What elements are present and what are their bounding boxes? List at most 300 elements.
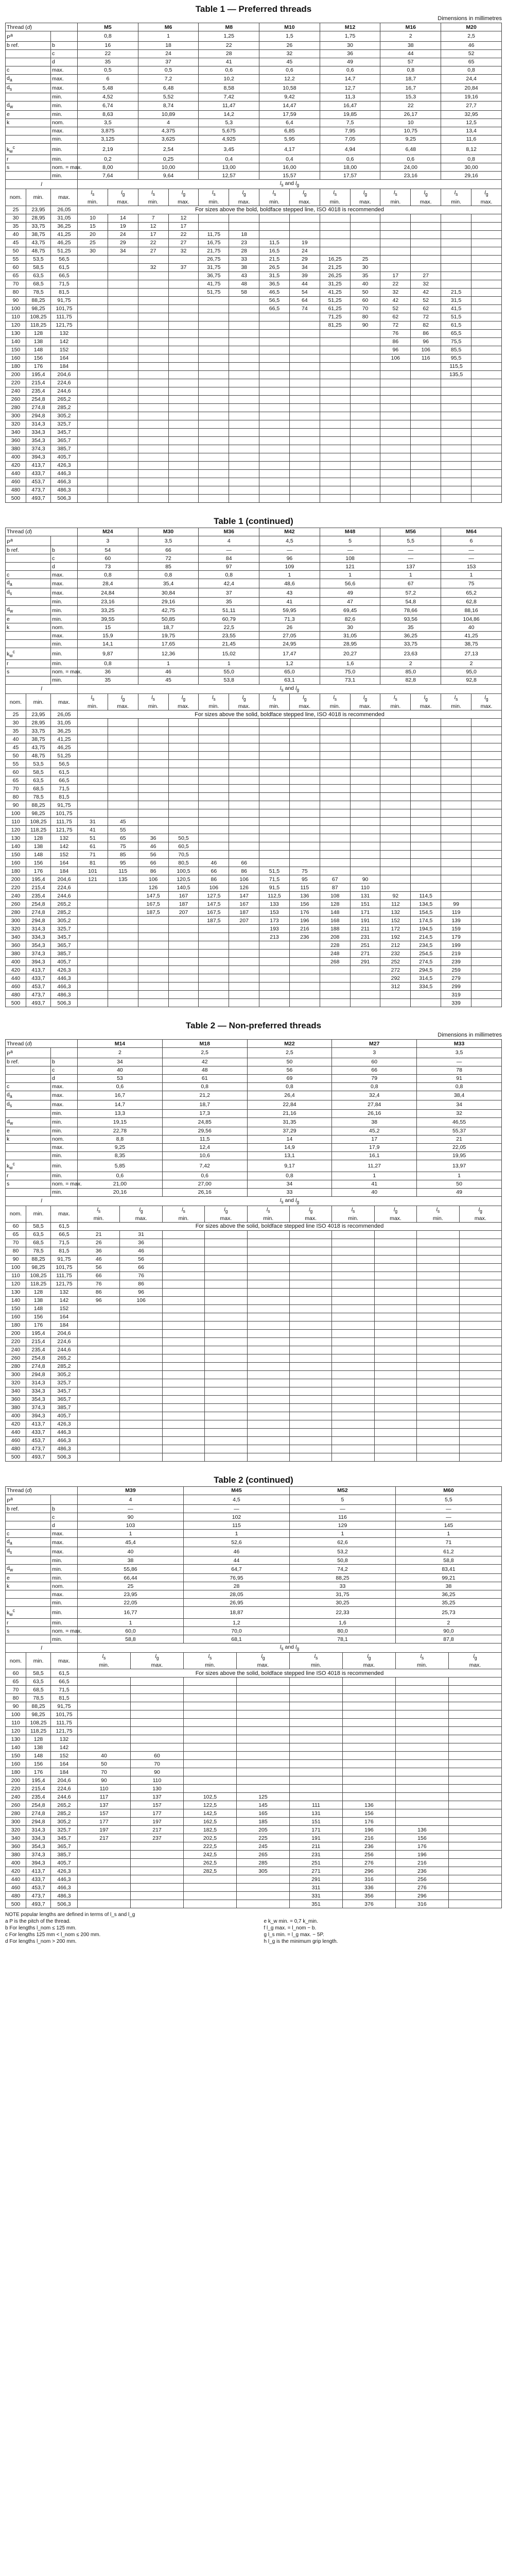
property-value: 54,8 (380, 598, 441, 606)
length-value: 53,5 (26, 255, 51, 263)
grip-length-value (162, 1280, 204, 1288)
grip-length-value (168, 255, 199, 263)
property-row (6, 1066, 502, 1074)
grip-length-value: 33 (229, 255, 259, 263)
grip-length-value (259, 222, 290, 230)
length-value: 345,7 (51, 933, 78, 941)
grip-length-value: 112,5 (259, 892, 290, 900)
length-value: 240 (6, 892, 26, 900)
grip-length-value (289, 486, 320, 494)
grip-length-value: 36 (138, 834, 168, 842)
grip-length-value (120, 1420, 162, 1428)
grip-length-value (471, 966, 502, 974)
property-value: 7,64 (78, 172, 138, 180)
length-value: 176 (26, 1768, 51, 1776)
property-symbol: $d_a$ (6, 74, 51, 83)
property-qualifier: max. (51, 74, 78, 83)
length-value: 294,8 (26, 917, 51, 925)
length-value: 98,25 (26, 1710, 51, 1719)
grip-length-value (289, 966, 320, 974)
property-row (6, 93, 502, 101)
grip-length-value (342, 1710, 395, 1719)
length-row (6, 1793, 502, 1801)
thread-size: M42 (259, 528, 320, 536)
property-qualifier: c (51, 1513, 78, 1521)
grip-length-value (441, 776, 471, 785)
grip-length-value (289, 941, 320, 950)
grip-length-value (108, 478, 138, 486)
length-value: 280 (6, 908, 26, 917)
grip-length-value (350, 370, 380, 379)
grip-length-value (184, 1768, 237, 1776)
grip-length-value (448, 1702, 501, 1710)
property-qualifier: nom. (51, 1582, 78, 1590)
grip-length-value (320, 486, 350, 494)
grip-length-value (120, 1395, 162, 1403)
ls-min-header: $l_s$ min. (199, 189, 229, 206)
property-value: 26 (259, 623, 320, 632)
grip-length-value (448, 1842, 501, 1851)
length-value: 132 (51, 1735, 78, 1743)
thread-label: Thread (d) (6, 528, 78, 536)
length-row (6, 379, 502, 387)
grip-length-value: 80 (350, 313, 380, 321)
grip-length-value (332, 1288, 374, 1296)
grip-length-value (448, 1884, 501, 1892)
grip-length-value (138, 304, 168, 313)
grip-length-value (229, 982, 259, 991)
grip-length-value (78, 255, 108, 263)
grip-length-value (320, 974, 350, 982)
grip-length-value (320, 760, 350, 768)
property-value: 82,6 (320, 615, 380, 623)
thread-header-row (6, 23, 502, 31)
grip-length-value (120, 1337, 162, 1346)
property-value: 75 (441, 579, 502, 588)
grip-length-value (289, 859, 320, 867)
grip-length-value: 265 (236, 1851, 289, 1859)
property-value: 0,6 (320, 66, 380, 74)
grip-length-value: 167,5 (138, 900, 168, 908)
grip-length-value: 36,5 (259, 280, 290, 288)
grip-length-value: 51,5 (441, 313, 471, 321)
grip-length-value (289, 1686, 342, 1694)
grip-length-value (471, 743, 502, 752)
length-row (6, 1247, 502, 1255)
grip-length-value: 212 (380, 941, 411, 950)
property-qualifier: min. (51, 155, 78, 163)
property-value: — (380, 554, 441, 563)
length-value: 385,7 (51, 1851, 78, 1859)
grip-length-value (162, 1239, 204, 1247)
grip-length-value: 147,5 (199, 900, 229, 908)
grip-length-value (131, 1686, 184, 1694)
length-value: 70 (6, 1686, 26, 1694)
grip-length-value: 92 (380, 892, 411, 900)
grip-length-value (374, 1313, 416, 1321)
grip-length-value: 151 (289, 1818, 342, 1826)
grip-length-value (199, 445, 229, 453)
lg-max-header: $l_g$ max. (350, 694, 380, 710)
grip-length-value (229, 727, 259, 735)
grip-length-value (395, 1694, 448, 1702)
property-value: 3,45 (199, 143, 259, 155)
nom-header: nom. (6, 1206, 26, 1222)
grip-length-value (471, 884, 502, 892)
property-row (6, 1582, 502, 1590)
grip-length-value: 32 (411, 280, 441, 288)
property-row (6, 172, 502, 180)
length-row (6, 1436, 502, 1445)
length-row (6, 1272, 502, 1280)
grip-length-value: 197 (131, 1818, 184, 1826)
grip-length-value (184, 1785, 237, 1793)
grip-length-value (417, 1255, 459, 1263)
grip-length-value (168, 354, 199, 362)
length-value: 224,6 (51, 1337, 78, 1346)
property-value: 0,8 (380, 66, 441, 74)
grip-length-value (205, 1263, 247, 1272)
grip-length-value (459, 1420, 501, 1428)
length-value: 164 (51, 1760, 78, 1768)
grip-length-value (236, 1677, 289, 1686)
grip-length-value: 259 (441, 966, 471, 974)
grip-length-value (459, 1230, 501, 1239)
property-value: 4,925 (199, 135, 259, 143)
property-qualifier: d (51, 1521, 78, 1530)
property-symbol: k (6, 118, 51, 127)
grip-length-value (236, 1743, 289, 1752)
grip-length-value (395, 1768, 448, 1776)
property-value: 16,1 (332, 1151, 417, 1160)
grip-length-value (138, 288, 168, 296)
lg-max-header: $l_g$ max. (448, 1653, 501, 1669)
grip-length-value: 30 (78, 247, 108, 255)
grip-length-value: 145 (236, 1801, 289, 1809)
lg-max-header: $l_g$ max. (168, 189, 199, 206)
grip-length-value (184, 1875, 237, 1884)
grip-length-value (342, 1727, 395, 1735)
length-value: 235,4 (26, 387, 51, 395)
property-qualifier: nom. = max. (51, 1627, 78, 1635)
length-row (6, 884, 502, 892)
property-symbol: c (6, 1530, 51, 1538)
length-value: 88,25 (26, 1255, 51, 1263)
grip-length-value: 31,25 (320, 280, 350, 288)
property-row (6, 1135, 502, 1143)
grip-length-value (395, 1809, 448, 1818)
length-row (6, 1428, 502, 1436)
lg-max-header: $l_g$ max. (411, 189, 441, 206)
length-value: 58,5 (26, 263, 51, 272)
grip-length-value: 339 (441, 999, 471, 1007)
grip-length-value (168, 387, 199, 395)
grip-length-value (289, 727, 320, 735)
length-value: 446,3 (51, 469, 78, 478)
grip-length-value (350, 486, 380, 494)
grip-length-value (229, 941, 259, 950)
grip-length-value (138, 395, 168, 403)
grip-length-value (120, 1379, 162, 1387)
grip-length-value (78, 752, 108, 760)
property-value: 2 (380, 31, 441, 42)
property-value: 5,3 (199, 118, 259, 127)
length-row (6, 727, 502, 735)
lg-max-header: $l_g$ max. (471, 189, 502, 206)
grip-length-value (332, 1436, 374, 1445)
grip-length-value: 71,5 (259, 875, 290, 884)
grip-length-value (78, 727, 108, 735)
grip-length-value: 66 (78, 1272, 120, 1280)
grip-length-value (247, 1272, 289, 1280)
grip-length-value (448, 1719, 501, 1727)
length-value: 200 (6, 1329, 26, 1337)
grip-length-value (417, 1436, 459, 1445)
grip-length-value: 56 (78, 1263, 120, 1272)
grip-length-value: 39 (289, 272, 320, 280)
grip-length-value (131, 1710, 184, 1719)
property-value: 97 (199, 563, 259, 571)
grip-length-value (417, 1230, 459, 1239)
lg-max-header: $l_g$ max. (289, 1206, 331, 1222)
grip-length-value (259, 230, 290, 239)
property-qualifier: max. (51, 571, 78, 579)
grip-length-value: 167 (168, 892, 199, 900)
grip-length-value (448, 1875, 501, 1884)
thread-size: M24 (78, 528, 138, 536)
grip-length-value (168, 801, 199, 809)
grip-length-value (168, 950, 199, 958)
grip-length-value (259, 793, 290, 801)
length-value: 138 (26, 337, 51, 346)
grip-length-value: 336 (342, 1884, 395, 1892)
grip-length-value (289, 735, 320, 743)
grip-length-value (168, 461, 199, 469)
grip-length-value (78, 1321, 120, 1329)
grip-length-value (459, 1453, 501, 1461)
grip-length-value (342, 1776, 395, 1785)
grip-length-value (120, 1412, 162, 1420)
grip-length-value (471, 453, 502, 461)
property-qualifier: max. (51, 1082, 78, 1091)
property-value: 9,64 (138, 172, 199, 180)
length-value: 254,8 (26, 1354, 51, 1362)
grip-length-value (247, 1379, 289, 1387)
length-row (6, 1801, 502, 1809)
length-value: 374,3 (26, 445, 51, 453)
property-row (6, 1188, 502, 1196)
length-value: 486,3 (51, 991, 78, 999)
grip-length-value (199, 974, 229, 982)
length-row (6, 1818, 502, 1826)
grip-length-value (441, 842, 471, 851)
length-value: 118,25 (26, 1727, 51, 1735)
length-row (6, 420, 502, 428)
grip-length-value (199, 494, 229, 502)
grip-length-value (471, 933, 502, 941)
grip-length-value: 214,5 (411, 933, 441, 941)
grip-length-value (259, 801, 290, 809)
grip-length-value (289, 1263, 331, 1272)
grip-length-value (108, 941, 138, 950)
length-subheader-row (6, 1206, 502, 1222)
grip-length-value (259, 842, 290, 851)
grip-length-value (247, 1387, 289, 1395)
length-value: 420 (6, 966, 26, 974)
grip-length-value: 121 (78, 875, 108, 884)
length-value: 184 (51, 1768, 78, 1776)
grip-length-value (199, 768, 229, 776)
property-qualifier: max. (51, 579, 78, 588)
grip-length-value (78, 288, 108, 296)
ls-min-header: $l_s$ min. (247, 1206, 289, 1222)
property-value: 6 (78, 74, 138, 83)
property-row (6, 1547, 502, 1556)
grip-length-value (320, 859, 350, 867)
grip-length-value (374, 1370, 416, 1379)
grip-length-value: 236 (342, 1842, 395, 1851)
grip-length-value (131, 1892, 184, 1900)
grip-length-value (289, 1387, 331, 1395)
property-value: 36 (320, 49, 380, 58)
length-value: 41,25 (51, 735, 78, 743)
property-value: 54 (78, 546, 138, 554)
grip-length-value (459, 1247, 501, 1255)
grip-length-value (471, 354, 502, 362)
property-value: 15 (78, 623, 138, 632)
length-value: 81,5 (51, 1694, 78, 1702)
property-value: 48 (162, 1066, 247, 1074)
grip-length-value (417, 1288, 459, 1296)
grip-length-value: 331 (289, 1892, 342, 1900)
property-value: 44 (184, 1556, 290, 1565)
length-value: 500 (6, 1453, 26, 1461)
property-value: 23,16 (78, 598, 138, 606)
grip-length-value (448, 1859, 501, 1867)
property-value: — (417, 1058, 502, 1066)
length-row (6, 1420, 502, 1428)
grip-length-value: 90 (350, 321, 380, 329)
grip-length-value: 52 (411, 296, 441, 304)
grip-length-value (168, 403, 199, 412)
grip-length-value: 60 (350, 296, 380, 304)
length-value: 46,25 (51, 743, 78, 752)
grip-length-value: 61,5 (441, 321, 471, 329)
recommendation-note: For sizes above the solid, boldface stepped line, ISO 4018 is recommended (78, 710, 502, 719)
length-value: 446,3 (51, 1875, 78, 1884)
length-value: 460 (6, 982, 26, 991)
property-value: 5,95 (259, 135, 320, 143)
grip-length-value (162, 1272, 204, 1280)
grip-length-value: 11,5 (259, 239, 290, 247)
length-row (6, 1329, 502, 1337)
length-value: 220 (6, 1337, 26, 1346)
grip-length-value (259, 436, 290, 445)
grip-length-value: 187 (168, 900, 199, 908)
grip-length-value (78, 900, 108, 908)
grip-length-value (229, 453, 259, 461)
grip-length-value (78, 1329, 120, 1337)
property-value: 90,0 (395, 1627, 501, 1635)
length-value: 48,75 (26, 752, 51, 760)
spec-table (5, 1039, 502, 1462)
grip-length-value (229, 403, 259, 412)
grip-length-value (199, 436, 229, 445)
grip-length-value: 36,75 (199, 272, 229, 280)
grip-length-value (229, 379, 259, 387)
grip-length-value (320, 379, 350, 387)
ls-lg-label: $l_s$ and $l_g$ (78, 1196, 502, 1206)
property-value: 14 (247, 1135, 332, 1143)
grip-length-value (108, 313, 138, 321)
length-row (6, 395, 502, 403)
length-value: 71,5 (51, 280, 78, 288)
property-value: 35 (78, 58, 138, 66)
grip-length-value (320, 420, 350, 428)
length-value: 63,5 (26, 1230, 51, 1239)
property-value: 1,6 (289, 1619, 395, 1627)
property-qualifier: min. (51, 615, 78, 623)
grip-length-value (168, 362, 199, 370)
length-value: 340 (6, 1834, 26, 1842)
grip-length-value (205, 1395, 247, 1403)
length-value: 254,8 (26, 395, 51, 403)
grip-length-value (471, 288, 502, 296)
property-row (6, 1082, 502, 1091)
grip-length-value: 35 (350, 272, 380, 280)
grip-length-value: 20 (78, 230, 108, 239)
grip-length-value (168, 752, 199, 760)
property-row (6, 31, 502, 42)
grip-length-value (380, 420, 411, 428)
grip-length-value (78, 1346, 120, 1354)
grip-length-value (199, 834, 229, 842)
grip-length-value (448, 1686, 501, 1694)
grip-length-value (417, 1304, 459, 1313)
property-value: 10,2 (199, 74, 259, 83)
length-value: 100 (6, 809, 26, 818)
grip-length-value (138, 768, 168, 776)
grip-length-value (342, 1677, 395, 1686)
lg-max-header: $l_g$ max. (459, 1206, 501, 1222)
property-value: 19,16 (441, 93, 502, 101)
grip-length-value: 75,5 (441, 337, 471, 346)
grip-length-value (395, 1818, 448, 1826)
grip-length-value: 154,5 (411, 908, 441, 917)
property-value: 96 (259, 554, 320, 563)
grip-length-value (168, 469, 199, 478)
grip-length-value (199, 793, 229, 801)
grip-length-value: 117 (78, 1793, 131, 1801)
grip-length-value (168, 785, 199, 793)
grip-length-value (448, 1900, 501, 1908)
grip-length-value (199, 321, 229, 329)
grip-length-value (205, 1329, 247, 1337)
grip-length-value (199, 925, 229, 933)
grip-length-value (78, 263, 108, 272)
grip-length-value (395, 1752, 448, 1760)
property-value: 17,65 (138, 640, 199, 648)
length-value: 68,5 (26, 1239, 51, 1247)
length-value: 365,7 (51, 1395, 78, 1403)
property-value: 5,5 (380, 536, 441, 546)
grip-length-value: 41,5 (441, 304, 471, 313)
grip-length-value: 21,5 (441, 288, 471, 296)
grip-length-value (411, 494, 441, 502)
length-value: 50 (6, 247, 26, 255)
length-value: 110 (6, 1272, 26, 1280)
grip-length-value (205, 1412, 247, 1420)
